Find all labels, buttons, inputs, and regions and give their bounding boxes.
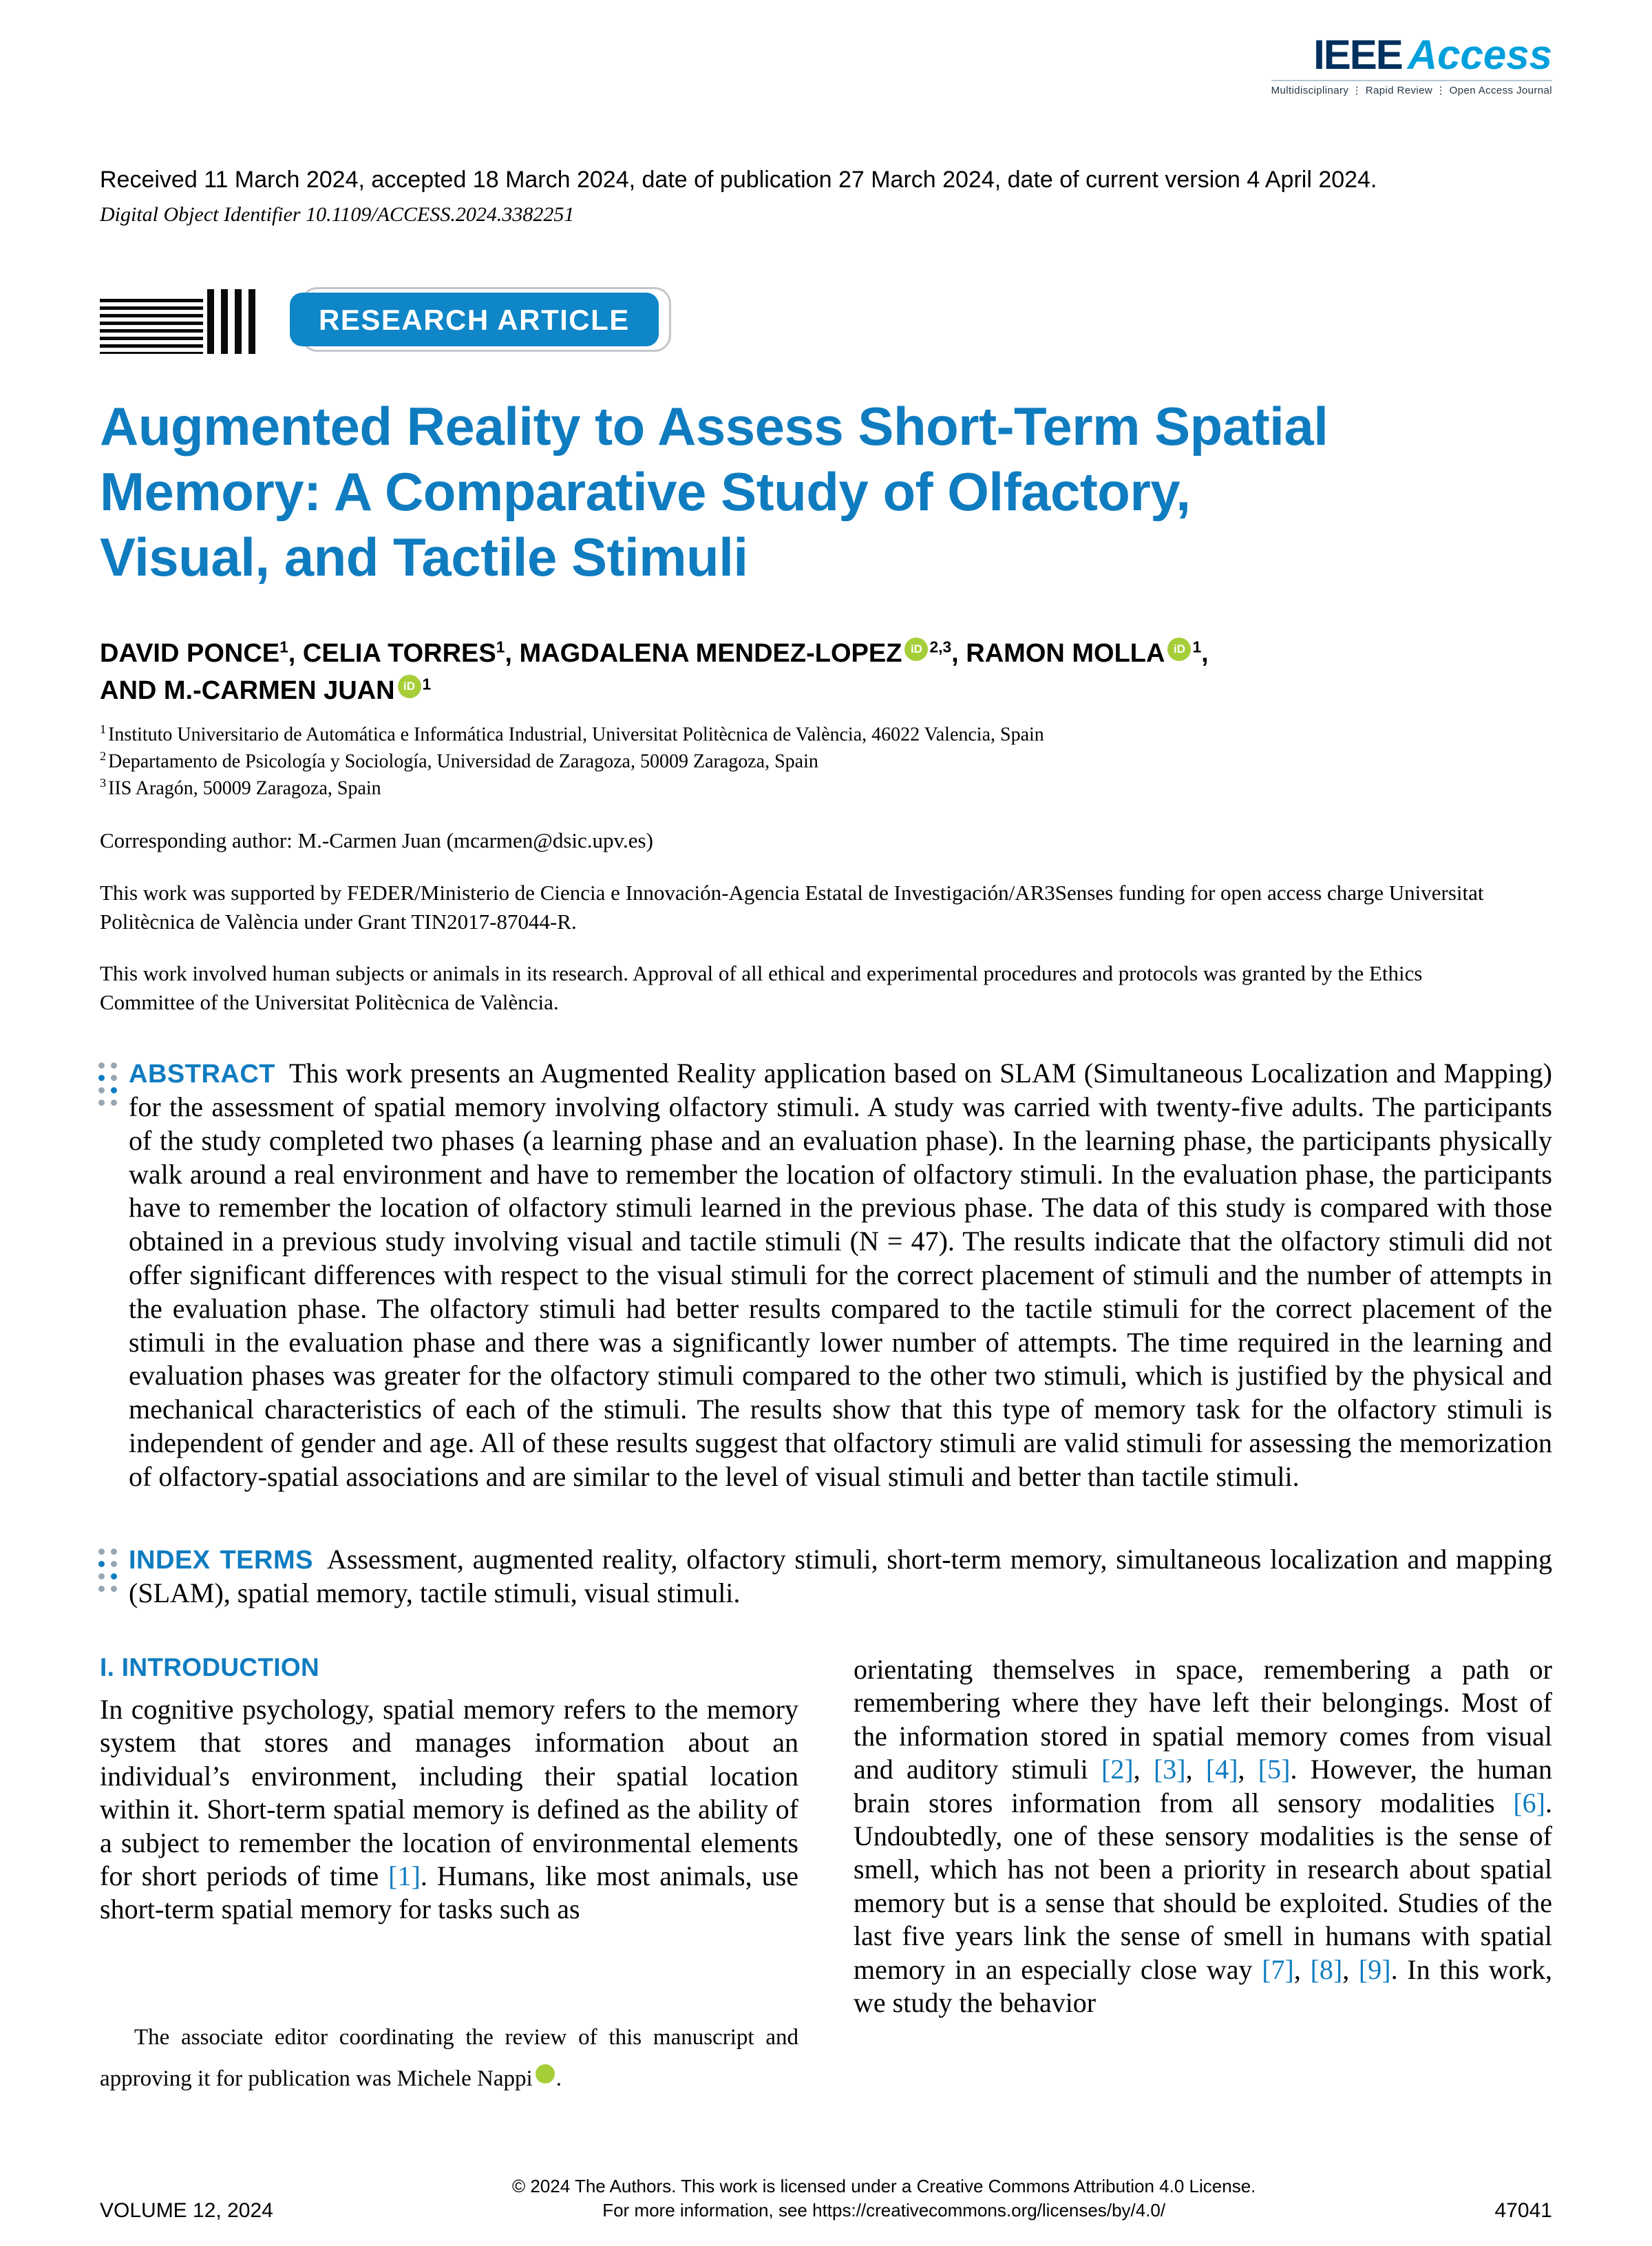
dot bbox=[98, 1087, 105, 1093]
logo-ieee: IEEE bbox=[1313, 32, 1402, 78]
page-footer bbox=[100, 2174, 1552, 2223]
dot bbox=[98, 1062, 105, 1069]
page-number: 47041 bbox=[1494, 2199, 1552, 2222]
affiliation-line: $^3$ IIS Aragón, 50009 Zaragoza, Spain bbox=[100, 776, 381, 799]
orcid-icon[interactable]: iD bbox=[536, 2064, 555, 2084]
orcid-icon[interactable]: iD bbox=[398, 675, 421, 698]
citation-link[interactable]: [1] bbox=[388, 1860, 421, 1892]
dot bbox=[111, 1586, 117, 1592]
journal-masthead bbox=[100, 34, 1552, 96]
citation-link[interactable]: [4] bbox=[1205, 1754, 1238, 1785]
dot bbox=[111, 1549, 117, 1555]
vertical-stripes-icon bbox=[207, 289, 262, 354]
intro-left-paragraph: In cognitive psychology, spatial memory refers to the memory system that stores and manages information about an individual’s environment, including their spatial location within it. Short-term spatial memory is defined as the ability of a subject to remember the location of environmental elements for short periods of time [1]. Humans, like most animals, use short-term spatial memory for tasks such as bbox=[100, 1694, 798, 1925]
orcid-icon[interactable]: iD bbox=[1167, 638, 1191, 661]
license-line1: © 2024 The Authors. This work is licensed under a Creative Commons Attribution 4.0 License. bbox=[511, 2175, 1256, 2196]
dot bbox=[98, 1561, 105, 1567]
author-line: DAVID PONCE$^1$, CELIA TORRES$^1$, MAGDALENA MENDEZ-LOPEZ iD $^{2,3}$, RAMON MOLLA iD $^1$, AND M.-CARMEN JUAN iD $^1$ bbox=[100, 638, 1209, 706]
citation-link[interactable]: [2] bbox=[1101, 1754, 1134, 1785]
index-terms-text: Assessment, augmented reality, olfactory stimuli, short-term memory, simultaneous localization and mapping (SLAM), spatial memory, tactile stimuli, visual stimuli. bbox=[129, 1544, 1552, 1609]
received-line: Received 11 March 2024, accepted 18 March 2024, date of publication 27 March 2024, date of current version 4 April 2024. bbox=[100, 167, 1377, 193]
introduction-heading: I. INTRODUCTION bbox=[100, 1653, 319, 1682]
volume-label: VOLUME 12, 2024 bbox=[100, 2199, 273, 2222]
abstract-label: ABSTRACT bbox=[129, 1060, 275, 1089]
license-note bbox=[512, 2174, 1256, 2223]
stripes-graphic-icon bbox=[100, 285, 262, 354]
intro-right-paragraph: orientating themselves in space, remembering a path or remembering where they have left their belongings. Most of the information stored in spatial memory comes from visual and auditory stimuli [2], [3], [4], [5]. However, the human brain stores information from all sensory modalities [6]. Undoubtedly, one of these sensory modalities is the sense of smell, which has not been a priority in research about spatial memory but is a sense that should be exploited. Studies of the last five years link the sense of smell in humans with spatial memory in an especially close way [7], [8], [9]. In this work, we study the behavior bbox=[854, 1654, 1553, 2018]
logo-tagline: Multidisciplinary ⋮ Rapid Review ⋮ Open Access Journal bbox=[1271, 80, 1552, 96]
dot bbox=[111, 1100, 117, 1106]
ieee-access-logo bbox=[1271, 34, 1552, 96]
affiliation-line: $^1$ Instituto Universitario de Automática e Informática Industrial, Universitat Politècnica de València, 46022 Valencia, Spain bbox=[100, 722, 1044, 746]
orcid-icon[interactable]: iD bbox=[904, 638, 928, 661]
dot bbox=[111, 1573, 117, 1579]
citation-link[interactable]: [5] bbox=[1258, 1754, 1291, 1785]
funding-note: This work was supported by FEDER/Ministerio de Ciencia e Innovación-Agencia Estatal de Investigación/AR3Senses funding for open access charge Universitat Politècnica de València under Grant TIN2017-87044-R. bbox=[100, 880, 1484, 934]
citation-link[interactable]: [8] bbox=[1310, 1953, 1343, 1985]
left-column bbox=[100, 1653, 798, 2099]
abstract-text: This work presents an Augmented Reality application based on SLAM (Simultaneous Localization and Mapping) for the assessment of spatial memory involving olfactory stimuli. A study was carried with twenty-five adults. The participants of the study completed two phases (a learning phase and an evaluation phase). In the learning phase, the participants physically walk around a real environment and have to remember the location of olfactory stimuli. In the evaluation phase, the participants have to remember the location of olfactory stimuli learned in the previous phase. The data of this study is compared with those obtained in a previous study involving visual and tactile stimuli (N = 47). The results indicate that the olfactory stimuli did not offer significant differences with respect to the visual stimuli for the correct placement of stimuli and the number of attempts in the evaluation phase. The olfactory stimuli had better results compared to the tactile stimuli for the correct placement of the stimuli in the evaluation phase and there was a significantly lower number of attempts. The time required in the learning and evaluation phases was greater for the olfactory stimuli compared to the other two stimuli, which is justified by the physical and mechanical characteristics of each of the stimuli. The results show that this type of memory task for the olfactory stimuli is independent of gender and age. All of these results suggest that olfactory stimuli are valid stimuli for assessing the memorization of olfactory-spatial associations and are similar to the level of visual stimuli and better than tactile stimuli. bbox=[129, 1058, 1552, 1492]
dot bbox=[98, 1075, 105, 1081]
ethics-note: This work involved human subjects or animals in its research. Approval of all ethical and experimental procedures and protocols was granted by the Ethics Committee of the Universitat Politècnica de València. bbox=[100, 961, 1423, 1015]
corresponding-author: Corresponding author: M.-Carmen Juan (mcarmen@dsic.upv.es) bbox=[100, 828, 653, 852]
editor-footnote: The associate editor coordinating the review of this manuscript and approving it for publication was Michele Nappi iD. bbox=[100, 2025, 798, 2091]
right-column bbox=[854, 1653, 1552, 2099]
abstract-section bbox=[129, 1057, 1552, 1493]
affiliations bbox=[100, 721, 1552, 801]
index-terms-label: INDEX TERMS bbox=[129, 1546, 313, 1575]
citation-link[interactable]: [7] bbox=[1262, 1953, 1294, 1985]
article-title: Augmented Reality to Assess Short-Term Spatial Memory: A Comparative Study of Olfactory, Visual, and Tactile Stimuli bbox=[100, 396, 1328, 588]
dot bbox=[98, 1100, 105, 1106]
logo-access: Access bbox=[1407, 32, 1552, 78]
horizontal-stripes-icon bbox=[100, 299, 203, 354]
dot bbox=[111, 1561, 117, 1567]
dot bbox=[98, 1573, 105, 1579]
badge-row bbox=[100, 285, 1552, 354]
abstract-decoration bbox=[98, 1062, 118, 1107]
badge-outline bbox=[290, 293, 659, 346]
dot bbox=[111, 1087, 117, 1093]
index-terms-section bbox=[129, 1543, 1552, 1610]
affiliation-line: $^2$ Departamento de Psicología y Sociología, Universidad de Zaragoza, 50009 Zaragoza, Spain bbox=[100, 749, 818, 773]
dot bbox=[98, 1549, 105, 1555]
citation-link[interactable]: [9] bbox=[1358, 1953, 1391, 1985]
dot bbox=[111, 1075, 117, 1081]
dot bbox=[111, 1062, 117, 1069]
logo-wordmark bbox=[1271, 34, 1552, 76]
introduction-columns bbox=[100, 1653, 1552, 2099]
research-article-badge: RESEARCH ARTICLE bbox=[290, 293, 659, 346]
doi-line: Digital Object Identifier 10.1109/ACCESS.2024.3382251 bbox=[100, 203, 575, 226]
license-url[interactable]: For more information, see https://creativecommons.org/licenses/by/4.0/ bbox=[602, 2199, 1166, 2221]
dot bbox=[98, 1586, 105, 1592]
index-terms-decoration bbox=[98, 1549, 118, 1593]
citation-link[interactable]: [3] bbox=[1153, 1754, 1186, 1785]
citation-link[interactable]: [6] bbox=[1513, 1787, 1545, 1818]
